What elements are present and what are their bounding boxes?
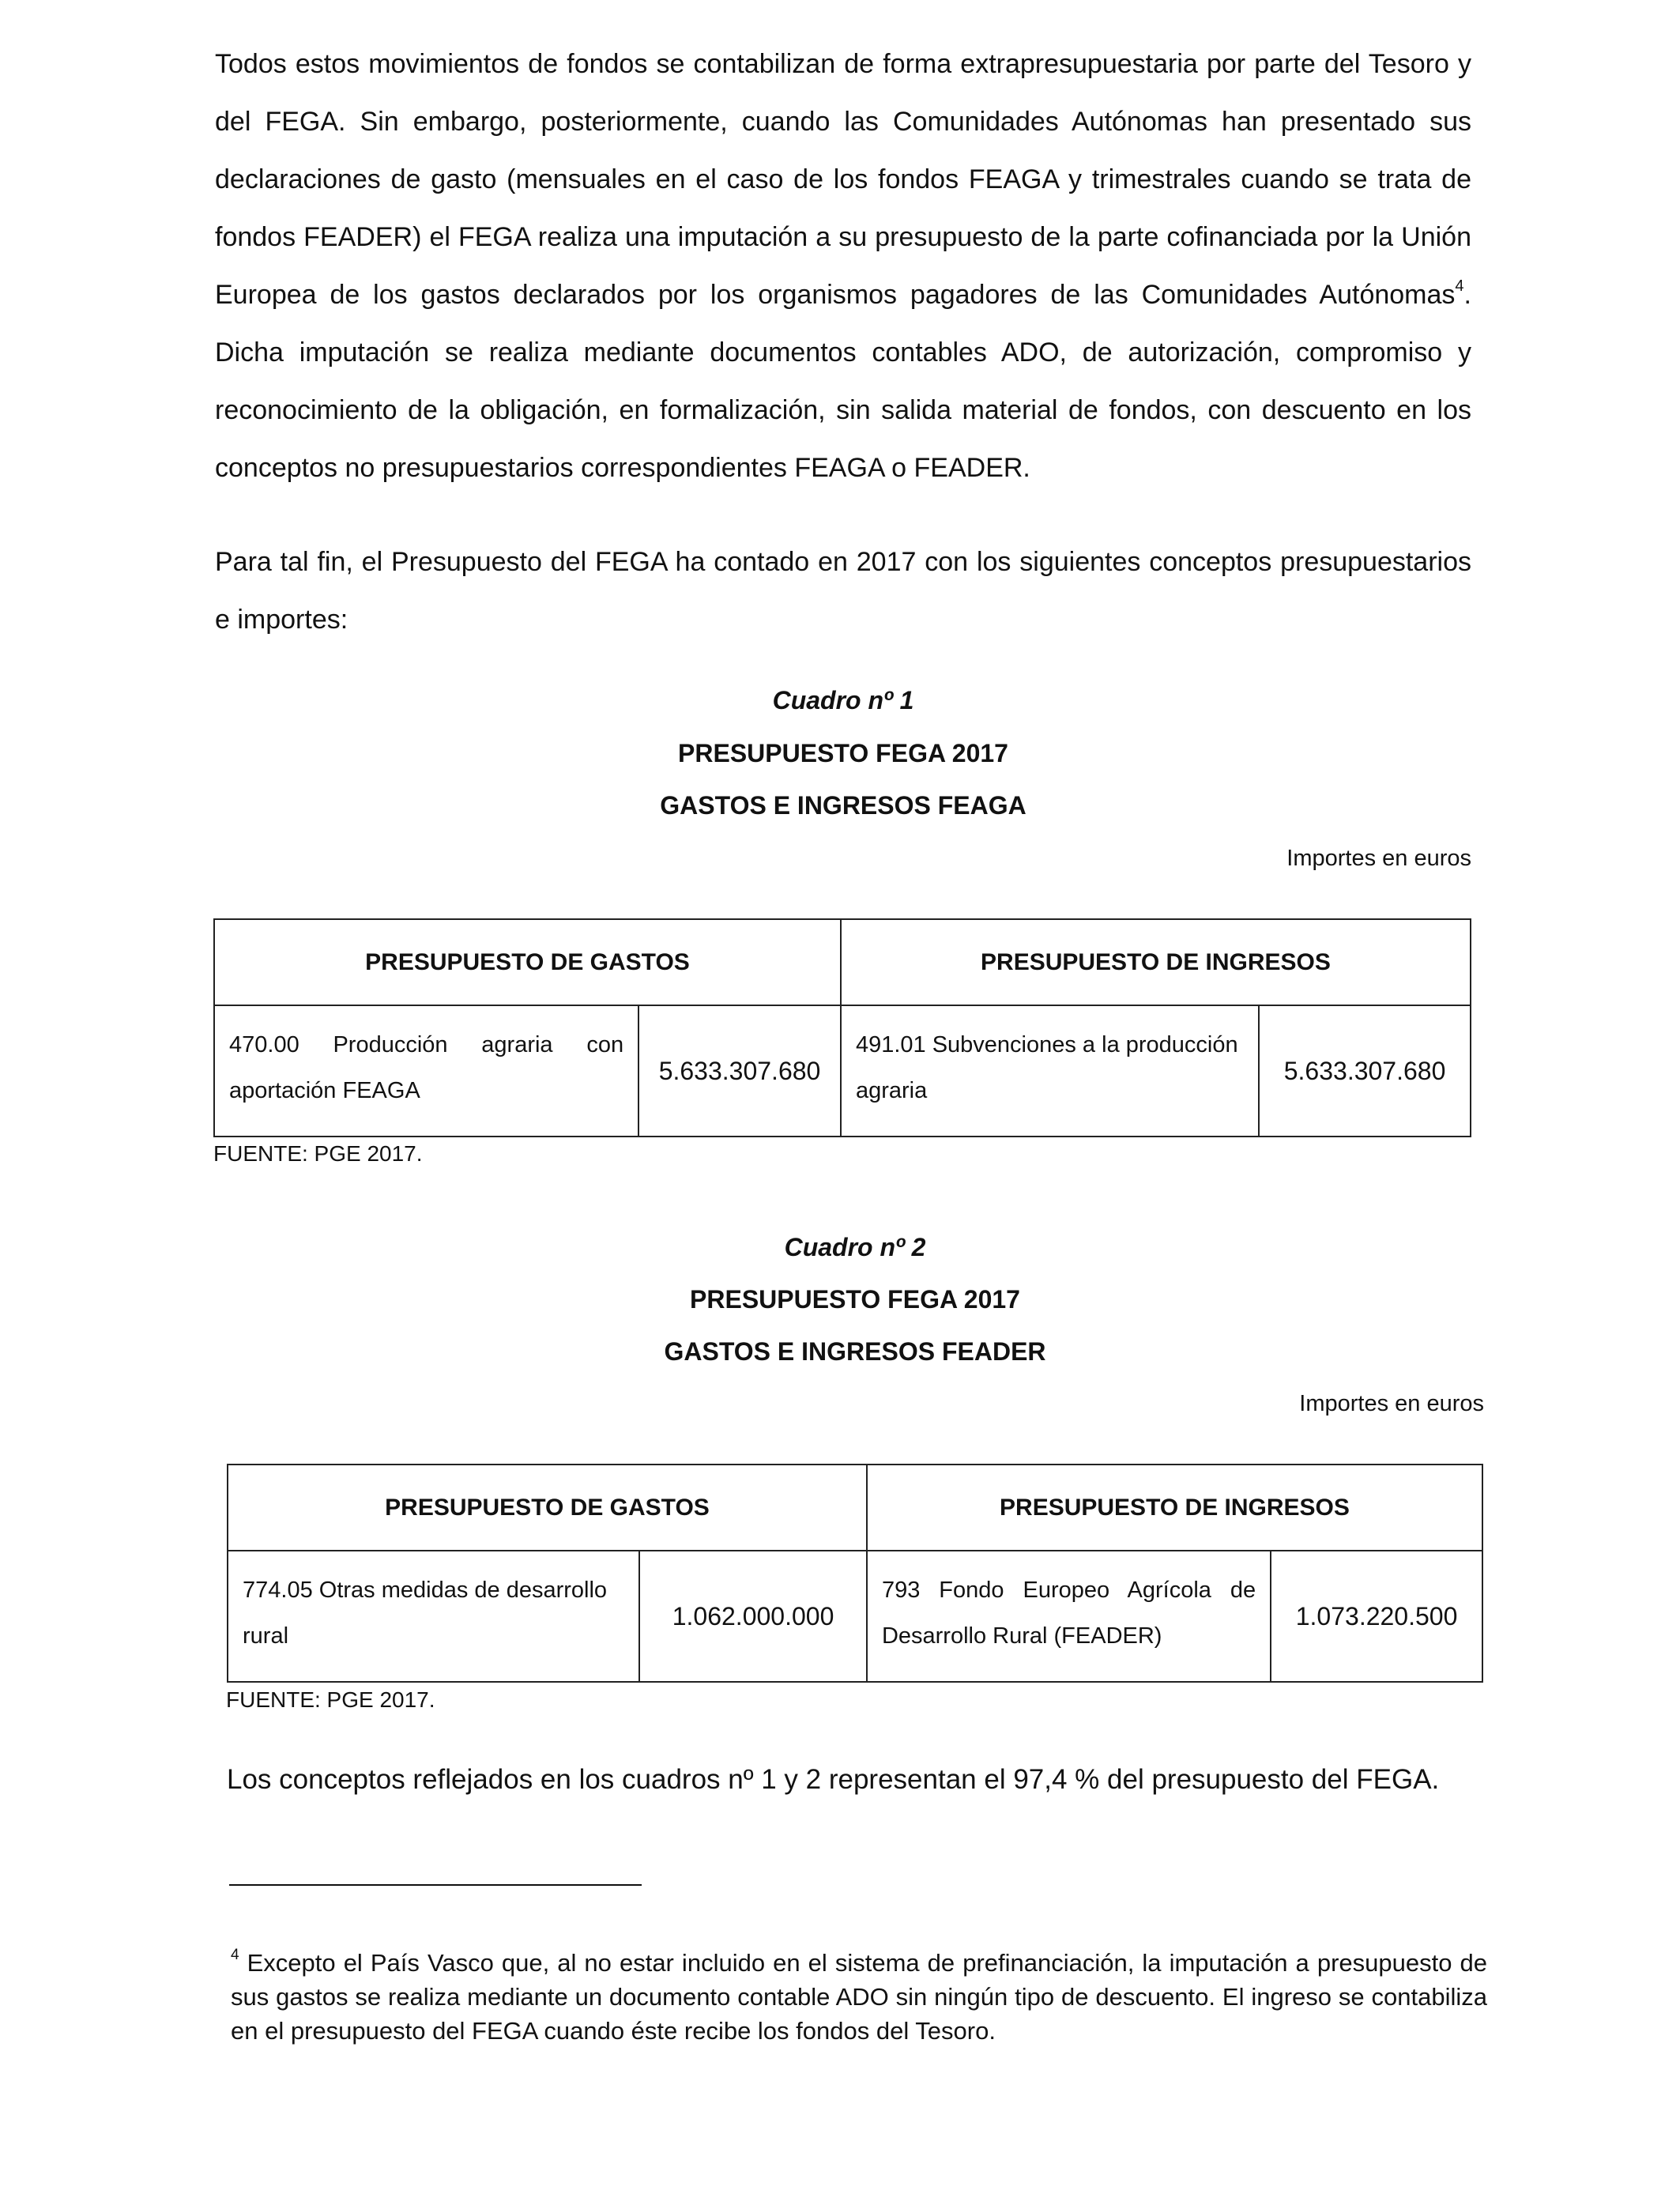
lead-in-paragraph: Para tal fin, el Presupuesto del FEGA ha contado en 2017 con los siguientes conceptos presupuestarios e importes: <box>215 547 1471 635</box>
footnote-number: 4 <box>231 1946 239 1963</box>
table1-income-amount: 5.633.307.680 <box>1259 1005 1471 1137</box>
table1-expense-amount: 5.633.307.680 <box>638 1005 841 1137</box>
footnote-text: Excepto el País Vasco que, al no estar incluido en el sistema de prefinanciación, la imputación a presupuesto de sus gastos se realiza mediante un documento contable ADO sin ningún tipo de descuento. El ingreso se contabiliza en el presupuesto del FEGA cuando éste recibe los fondos del Tesoro. <box>231 1949 1487 2045</box>
intro-text-end: . Dicha imputación se realiza mediante documentos contables ADO, de autorización, compromiso y reconocimiento de la obligación, en formalización, sin salida material de fondos, con descuento en los conceptos no presupuestarios correspondientes FEAGA o FEADER. <box>215 280 1471 483</box>
table2-subtitle: GASTOS E INGRESOS FEADER <box>664 1337 1046 1366</box>
table2-header-expenses: PRESUPUESTO DE GASTOS <box>228 1465 867 1551</box>
table2-source: FUENTE: PGE 2017. <box>226 1687 435 1712</box>
footnote-separator <box>229 1884 642 1886</box>
table2-units: Importes en euros <box>1299 1391 1484 1416</box>
table1-title: PRESUPUESTO FEGA 2017 <box>678 739 1008 767</box>
table2-income-concept: 793 Fondo Europeo Agrícola de Desarrollo Rural (FEADER) <box>867 1551 1271 1682</box>
table1-subtitle: GASTOS E INGRESOS FEAGA <box>660 791 1026 820</box>
table-row <box>214 1005 1471 1137</box>
table1-header-expenses: PRESUPUESTO DE GASTOS <box>214 919 841 1005</box>
footnote <box>231 1946 1487 2048</box>
intro-paragraph <box>215 36 1471 497</box>
table2-expense-amount: 1.062.000.000 <box>639 1551 867 1682</box>
table2-income-amount: 1.073.220.500 <box>1271 1551 1482 1682</box>
table2-expense-concept: 774.05 Otras medidas de desarrollo rural <box>228 1551 639 1682</box>
table1-income-concept: 491.01 Subvenciones a la producción agraria <box>841 1005 1259 1137</box>
table-row <box>228 1551 1482 1682</box>
table1-units: Importes en euros <box>1286 846 1471 871</box>
table1 <box>213 918 1471 1137</box>
table2-caption: Cuadro nº 2 <box>784 1233 926 1261</box>
table1-header-row <box>214 919 1471 1005</box>
table2-header-row <box>228 1465 1482 1551</box>
table2-header-income: PRESUPUESTO DE INGRESOS <box>867 1465 1482 1551</box>
intro-text-start: Todos estos movimientos de fondos se contabilizan de forma extrapresupuestaria por parte del Tesoro y del FEGA. Sin embargo, posteriormente, cuando las Comunidades Autónomas han presentado sus declaraciones de gasto (mensuales en el caso de los fondos FEAGA y trimestrales cuando se trata de fondos FEADER) el FEGA realiza una imputación a su presupuesto de la parte cofinanciada por la Unión Europea de los gastos declarados por los organismos pagadores de las Comunidades Autónomas <box>215 49 1471 310</box>
table2-title: PRESUPUESTO FEGA 2017 <box>690 1285 1020 1314</box>
footnote-ref[interactable]: 4 <box>1455 277 1464 295</box>
table1-expense-concept: 470.00 Producción agraria con aportación FEAGA <box>214 1005 638 1137</box>
table1-header-income: PRESUPUESTO DE INGRESOS <box>841 919 1471 1005</box>
closing-paragraph: Los conceptos reflejados en los cuadros nº 1 y 2 representan el 97,4 % del presupuesto del FEGA. <box>227 1764 1440 1795</box>
table1-caption: Cuadro nº 1 <box>772 686 914 714</box>
table2 <box>227 1464 1483 1683</box>
table1-source: FUENTE: PGE 2017. <box>213 1141 423 1166</box>
